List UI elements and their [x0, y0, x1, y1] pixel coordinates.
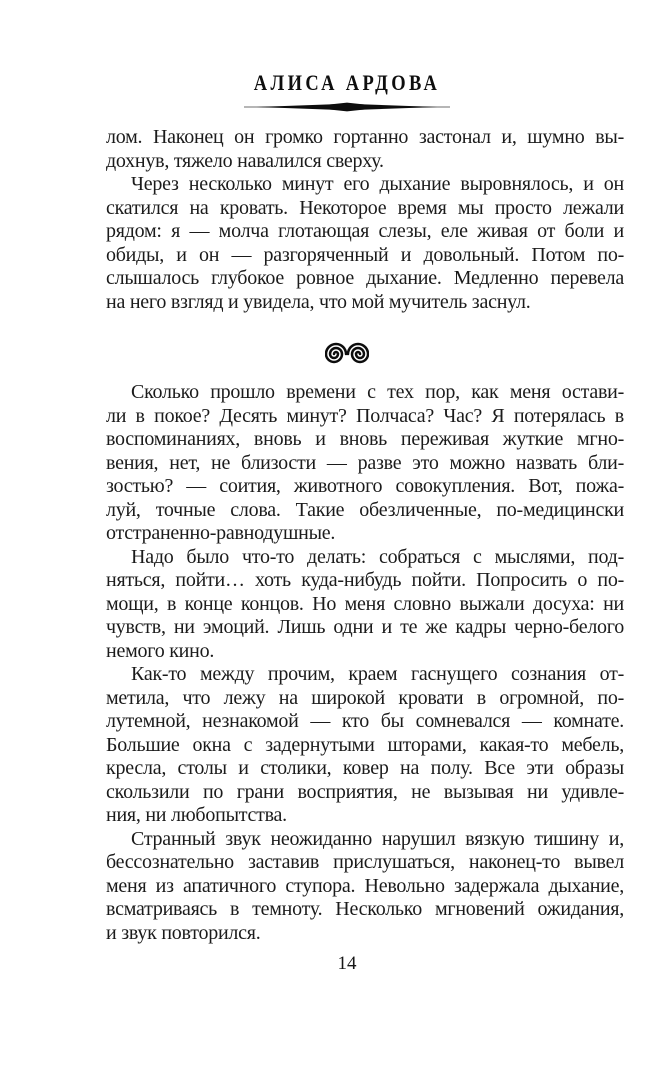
text-line: ли в покое? Десять минут? Полчаса? Час? Я потерялась в [106, 404, 624, 427]
text-line: лом. Наконец он громко гортанно застонал и, шумно вы- [106, 126, 624, 148]
text-line: луй, точные слова. Такие обезличенные, по-медицински [106, 498, 624, 521]
text-line: воспоминаниях, вновь и вновь переживая жуткие мгно- [106, 428, 624, 450]
text-column [106, 126, 624, 945]
swelled-rule-icon [244, 102, 450, 112]
paragraph [106, 828, 624, 946]
paragraph [106, 546, 624, 664]
text-line: обиды, и он — разгоряченный и довольный. Потом по- [106, 243, 624, 266]
paragraph [106, 381, 624, 546]
text-line: няться, пойти… хоть куда-нибудь пойти. Попросить о по- [106, 569, 624, 591]
text-line: Надо было что-то делать: собраться с мыслями, под- [131, 545, 624, 568]
text-line: Большие окна с задернутыми шторами, какая-то мебель, [106, 733, 624, 756]
paragraph [106, 126, 624, 173]
text-line: чувств, ни эмоций. Лишь одни и те же кадры черно-белого [106, 616, 624, 638]
text-line: слышалось глубокое ровное дыхание. Медленно перевела [106, 267, 624, 289]
text-line: и звук повторился. [106, 921, 261, 944]
text-line: мощи, в конце концов. Но меня словно выжали досуха: ни [106, 592, 624, 615]
paragraph [106, 663, 624, 828]
text-line: Как-то между прочим, краем гаснущего сознания от- [131, 663, 624, 685]
text-section-top [106, 126, 624, 314]
text-line: Через несколько минут его дыхание выровнялось, и он [131, 173, 624, 195]
paragraph [106, 173, 624, 314]
text-line: скатился на кровать. Некоторое время мы просто лежали [106, 196, 624, 219]
text-line: всматриваясь в темноту. Несколько мгновений ожидания, [106, 898, 624, 920]
section-break [88, 314, 606, 381]
text-line: отстраненно-равнодушные. [106, 522, 336, 544]
text-line: дохнув, тяжело навалился сверху. [106, 149, 384, 172]
header-divider [88, 102, 606, 112]
double-spiral-ornament-icon [325, 341, 369, 367]
text-section-bottom [106, 381, 624, 945]
text-line: немого кино. [106, 639, 215, 662]
text-line: лутемной, незнакомой — кто бы сомневался — комнате. [106, 710, 624, 732]
text-line: меня из апатичного ступора. Невольно задержала дыхание, [106, 874, 624, 897]
text-line: ния, ни любопытства. [106, 804, 287, 826]
text-line: рядом: я — молча глотающая слезы, еле живая от боли и [106, 220, 624, 242]
text-line: скользили по грани восприятия, не вызывая ни удивле- [106, 780, 624, 803]
text-line: вения, нет, не близости — разве это можно назвать бли- [106, 451, 624, 474]
text-line: зостью? — соития, животного совокупления. Вот, пожа- [106, 475, 624, 497]
text-line: бессознательно заставив прислушаться, наконец-то вывел [106, 851, 624, 873]
page-number: 14 [337, 953, 357, 974]
text-line: кресла, столы и столики, ковер на полу. Все эти образы [106, 757, 624, 779]
text-line: на него взгляд и увидела, что мой мучитель заснул. [106, 290, 531, 313]
text-line: метила, что лежу на широкой кровати в огромной, по- [106, 686, 624, 709]
text-line: Странный звук неожиданно нарушил вязкую тишину и, [131, 827, 624, 850]
running-header [88, 70, 606, 96]
author-name: АЛИСА АРДОВА [253, 70, 441, 95]
text-line: Сколько прошло времени с тех пор, как меня остави- [131, 381, 624, 403]
